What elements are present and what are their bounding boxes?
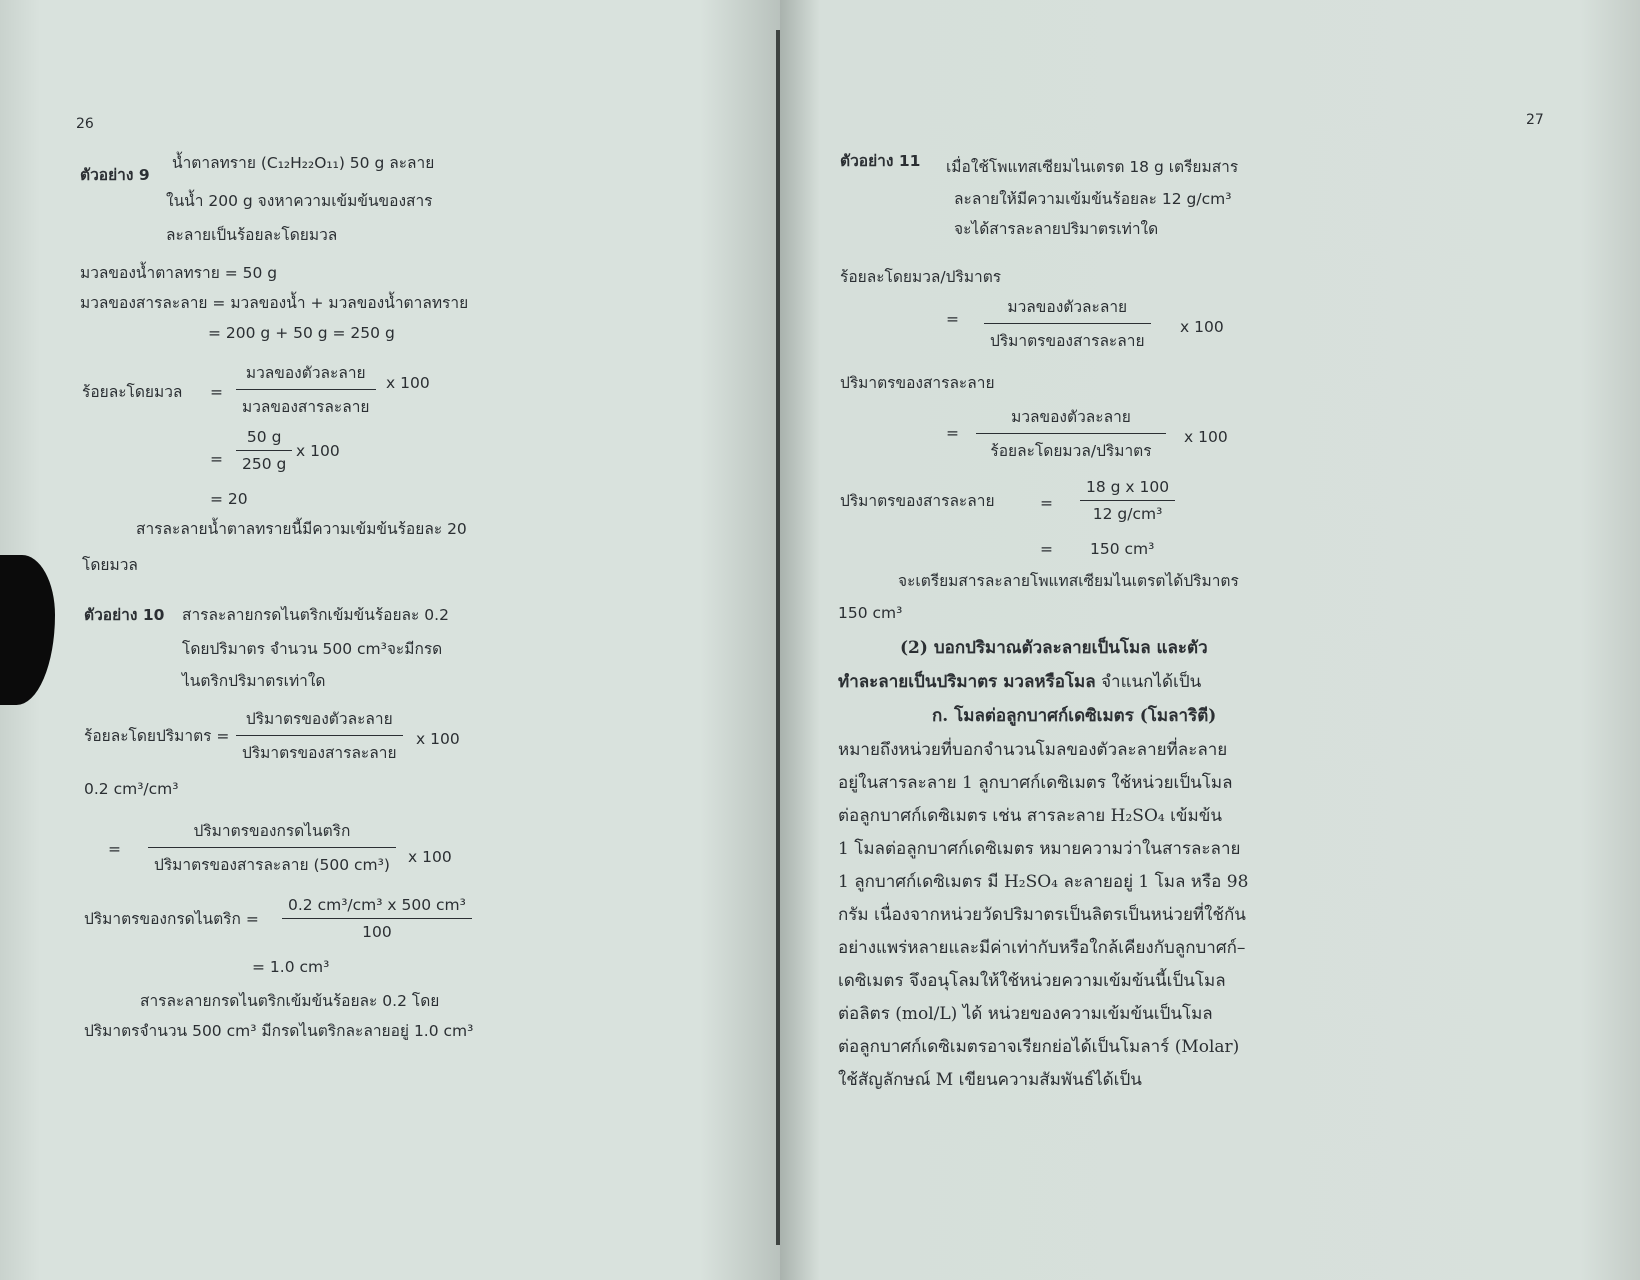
- example-11-volume-label: ปริมาตรของสารละลาย: [840, 492, 995, 510]
- example-10-equals: =: [108, 840, 121, 858]
- example-11-x100-2: x 100: [1184, 428, 1228, 446]
- example-10-conclusion-1: สารละลายกรดไนตริกเข้มข้นร้อยละ 0.2 โดย: [140, 992, 440, 1010]
- example-11-x100-1: x 100: [1180, 318, 1224, 336]
- example-9-conclusion-2: โดยมวล: [82, 556, 138, 574]
- paragraph-line-4: 1 โมลต่อลูกบาศก์เดซิเมตร หมายความว่าในสารละลาย: [838, 839, 1241, 859]
- example-11-equals-1: =: [946, 310, 959, 328]
- paragraph-line-5: 1 ลูกบาศก์เดซิเมตร มี H₂SO₄ ละลายอยู่ 1 โมล หรือ 98: [838, 872, 1249, 892]
- example-10-result: = 1.0 cm³: [252, 958, 330, 976]
- fraction-denominator: ปริมาตรของสารละลาย: [242, 744, 397, 763]
- section-heading-tail: จำแนกได้เป็น: [1095, 672, 1202, 692]
- fraction-denominator: ร้อยละโดยมวล/ปริมาตร: [990, 442, 1152, 461]
- example-11-label: ตัวอย่าง 11: [840, 152, 921, 170]
- example-9-equals-2: =: [210, 450, 223, 468]
- example-9-label: ตัวอย่าง 9: [80, 166, 150, 184]
- section-heading-line-1: (2) บอกปริมาณตัวละลายเป็นโมล และตัว: [900, 638, 1208, 658]
- paragraph-line-11: ใช้สัญลักษณ์ M เขียนความสัมพันธ์ได้เป็น: [838, 1070, 1142, 1090]
- fraction-numerator: มวลของตัวละลาย: [1007, 298, 1128, 316]
- example-9-line-1: น้ำตาลทราย (C₁₂H₂₂O₁₁) 50 g ละลาย: [172, 154, 435, 172]
- example-9-line-2: ในน้ำ 200 g จงหาความเข้มข้นของสาร: [166, 192, 433, 210]
- section-heading-line-2: [838, 672, 1201, 692]
- fraction-numerator: 18 g x 100: [1086, 478, 1170, 496]
- fraction-denominator: มวลของสารละลาย: [242, 398, 370, 417]
- example-11-line-1: เมื่อใช้โพแทสเซียมไนเตรต 18 g เตรียมสาร: [946, 158, 1239, 176]
- example-11-fraction-1: [984, 294, 1151, 353]
- paragraph-line-7: อย่างแพร่หลายและมีค่าเท่ากับหรือใกล้เคียงกับลูกบาศก์–: [838, 938, 1246, 958]
- example-9-x100-1: x 100: [386, 374, 430, 392]
- example-11-conclusion-1: จะเตรียมสารละลายโพแทสเซียมไนเตรตได้ปริมาตร: [898, 572, 1239, 590]
- paragraph-line-9: ต่อลิตร (mol/L) ได้ หน่วยของความเข้มข้นเป็นโมล: [838, 1004, 1213, 1024]
- example-10-ratio: 0.2 cm³/cm³: [84, 780, 179, 798]
- page-number-right: 27: [1526, 112, 1544, 128]
- example-9-conclusion-1: สารละลายน้ำตาลทรายนี้มีความเข้มข้นร้อยละ 20: [136, 520, 467, 538]
- example-9-x100-2: x 100: [296, 442, 340, 460]
- fraction-numerator: มวลของตัวละลาย: [1011, 408, 1131, 426]
- example-11-line-3: จะได้สารละลายปริมาตรเท่าใด: [954, 220, 1159, 238]
- example-11-equals-2: =: [946, 424, 959, 442]
- fraction-numerator: ปริมาตรของกรดไนตริก: [193, 822, 351, 840]
- example-10-line-3: ไนตริกปริมาตรเท่าใด: [182, 672, 326, 690]
- fraction-denominator: ปริมาตรของสารละลาย: [990, 332, 1145, 351]
- example-11-line-2: ละลายให้มีความเข้มข้นร้อยละ 12 g/cm³: [954, 190, 1232, 208]
- fraction-denominator: 12 g/cm³: [1092, 505, 1163, 524]
- fraction-denominator: 250 g: [242, 455, 287, 474]
- example-9-equals-1: =: [210, 383, 223, 401]
- paragraph-line-1: หมายถึงหน่วยที่บอกจำนวนโมลของตัวละลายที่ละลาย: [838, 740, 1228, 760]
- example-9-step-3: = 200 g + 50 g = 250 g: [208, 324, 395, 342]
- paragraph-line-10: ต่อลูกบาศก์เดซิเมตรอาจเรียกย่อได้เป็นโมลาร์ (Molar): [838, 1037, 1240, 1057]
- section-heading-bold: ทำละลายเป็นปริมาตร มวลหรือโมล: [838, 672, 1096, 692]
- example-10-fraction-3: [282, 896, 472, 941]
- example-11-heading-2: ปริมาตรของสารละลาย: [840, 374, 995, 392]
- paragraph-line-2: อยู่ในสารละลาย 1 ลูกบาศก์เดซิเมตร ใช้หน่วยเป็นโมล: [838, 773, 1233, 793]
- example-11-equals-4: =: [1040, 540, 1053, 558]
- example-9-step-2: มวลของสารละลาย = มวลของน้ำ + มวลของน้ำตาลทราย: [80, 294, 469, 312]
- fraction-numerator: 0.2 cm³/cm³ x 500 cm³: [288, 896, 466, 914]
- paragraph-line-6: กรัม เนื่องจากหน่วยวัดปริมาตรเป็นลิตรเป็นหน่วยที่ใช้กัน: [838, 905, 1246, 925]
- example-10-fraction-2: [148, 818, 396, 877]
- example-10-label: ตัวอย่าง 10: [84, 606, 165, 624]
- example-9-fraction-1: [236, 360, 376, 419]
- example-11-conclusion-2: 150 cm³: [838, 604, 903, 622]
- example-9-fraction-2: [236, 428, 292, 473]
- fraction-numerator: 50 g: [246, 428, 282, 446]
- example-10-volume-label: ปริมาตรของกรดไนตริก =: [84, 910, 259, 928]
- page-number-left: 26: [76, 116, 94, 132]
- example-10-x100-1: x 100: [416, 730, 460, 748]
- example-11-heading-1: ร้อยละโดยมวล/ปริมาตร: [840, 268, 1002, 286]
- example-11-equals-3: =: [1040, 494, 1053, 512]
- paragraph-line-3: ต่อลูกบาศก์เดซิเมตร เช่น สารละลาย H₂SO₄ เข้มข้น: [838, 806, 1222, 826]
- fraction-denominator: ปริมาตรของสารละลาย (500 cm³): [154, 856, 390, 875]
- example-9-step-1: มวลของน้ำตาลทราย = 50 g: [80, 264, 278, 282]
- fraction-numerator: ปริมาตรของตัวละลาย: [245, 710, 393, 728]
- example-10-line-1: สารละลายกรดไนตริกเข้มข้นร้อยละ 0.2: [182, 606, 449, 624]
- example-10-conclusion-2: ปริมาตรจำนวน 500 cm³ มีกรดไนตริกละลายอยู่ 1.0 cm³: [84, 1022, 474, 1040]
- example-11-result: 150 cm³: [1090, 540, 1155, 558]
- example-10-line-2: โดยปริมาตร จำนวน 500 cm³จะมีกรด: [182, 640, 443, 658]
- example-11-fraction-2: [976, 404, 1166, 463]
- subsection-heading: ก. โมลต่อลูกบาศก์เดซิเมตร (โมลาริตี): [932, 706, 1217, 726]
- example-10-percent-label: ร้อยละโดยปริมาตร =: [84, 727, 230, 745]
- example-9-result: = 20: [210, 490, 248, 508]
- fraction-numerator: มวลของตัวละลาย: [245, 364, 366, 382]
- fraction-denominator: 100: [362, 923, 392, 942]
- example-11-fraction-3: [1080, 478, 1175, 523]
- example-9-percent-label: ร้อยละโดยมวล: [82, 383, 183, 401]
- paragraph-line-8: เดซิเมตร จึงอนุโลมให้ใช้หน่วยความเข้มข้นนี้เป็นโมล: [838, 971, 1226, 991]
- example-10-x100-2: x 100: [408, 848, 452, 866]
- example-10-fraction-1: [236, 706, 403, 765]
- example-9-line-3: ละลายเป็นร้อยละโดยมวล: [166, 226, 338, 244]
- book-spine: [776, 30, 780, 1245]
